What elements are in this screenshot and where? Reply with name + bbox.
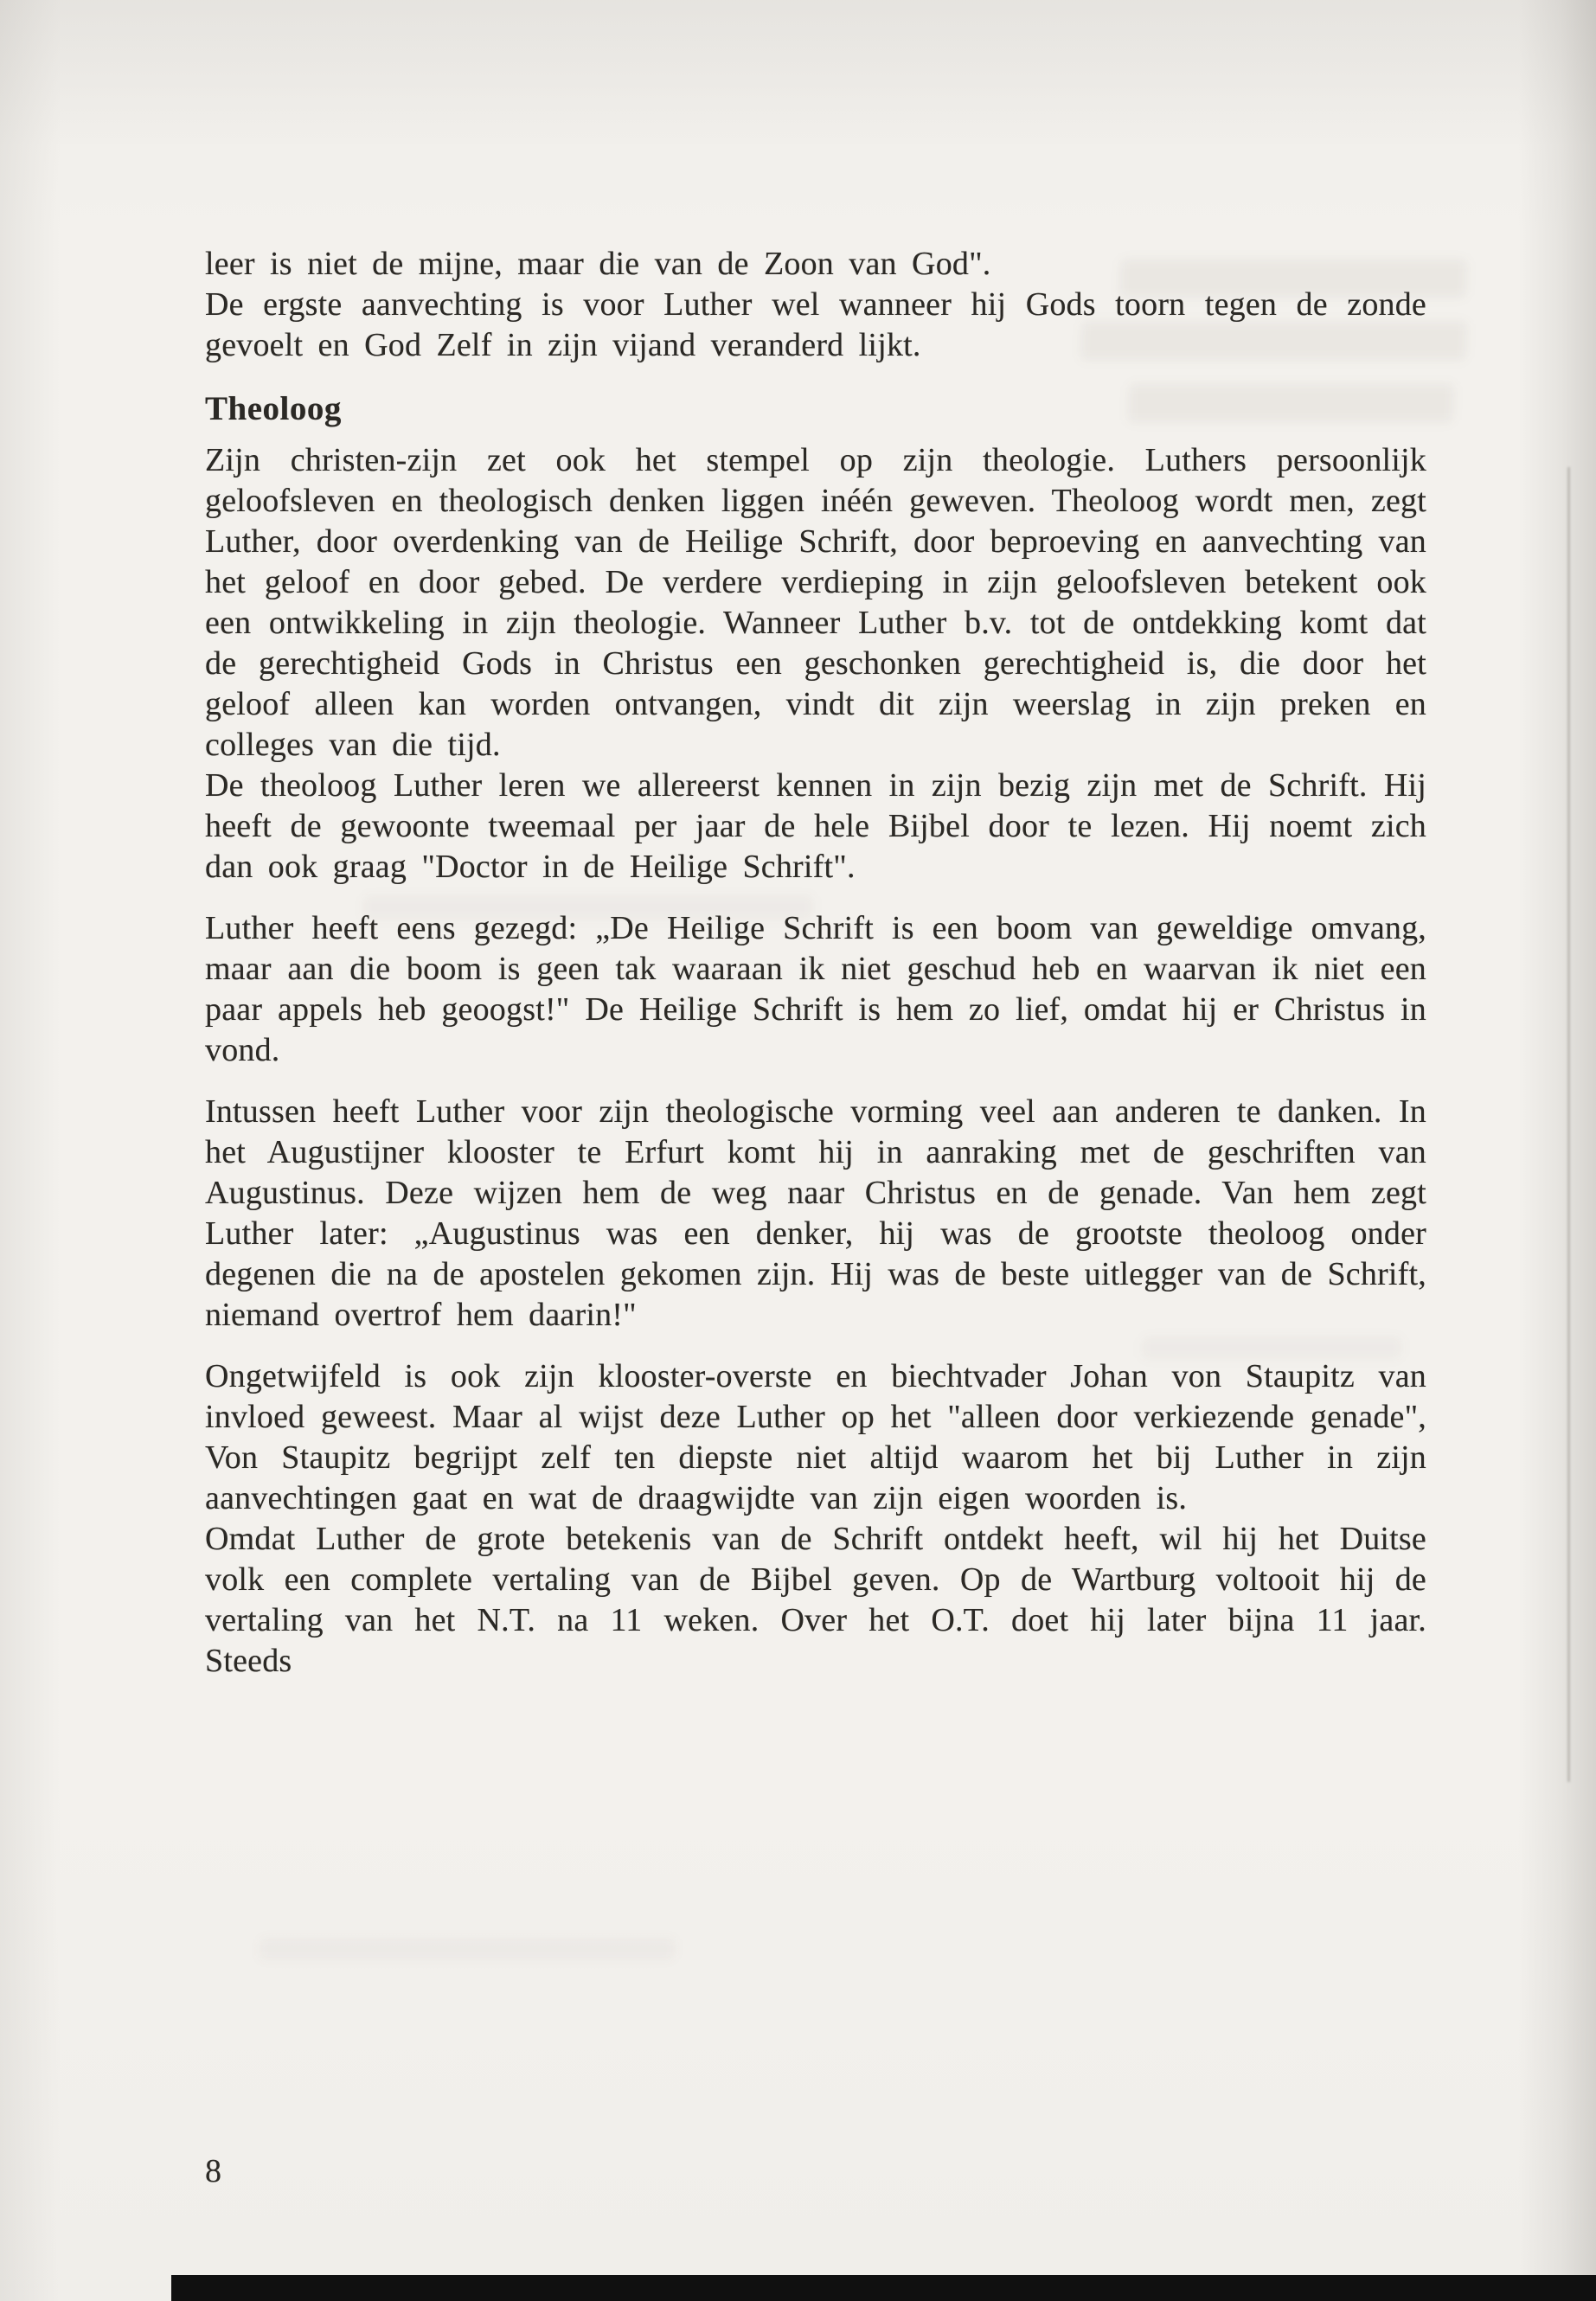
paragraph: De ergste aanvechting is voor Luther wel wanneer hij Gods toorn tegen de zonde gevoelt en God Zelf in zijn vijand veranderd lijkt.	[205, 286, 1426, 363]
page-edge-line	[1567, 467, 1570, 1782]
paragraph: De theoloog Luther leren we allereerst kennen in zijn bezig zijn met de Schrift. Hij heeft de gewoonte tweemaal per jaar de hele Bijbel door te lezen. Hij noemt zich dan ook graag "Doctor in de Heilige Schrift".	[205, 767, 1426, 885]
paragraph-continuation: leer is niet de mijne, maar die van de Zoon van God".	[205, 246, 991, 282]
paragraph: Omdat Luther de grote betekenis van de Schrift ontdekt heeft, wil hij het Duitse volk een complete vertaling van de Bijbel geven. Op de Wartburg voltooit hij de vertaling van het N.T. na 11 weken. Over het O.T. doet hij later bijna 11 jaar. Steeds	[205, 1521, 1426, 1679]
paragraph: Zijn christen-zijn zet ook het stempel op zijn theologie. Luthers persoonlijk geloofsleven en theologisch denken liggen inéén geweven. Theoloog wordt men, zegt Luther, door overdenking van de Heilige Schrift, door beproeving en aanvechting van het geloof en door gebed. De verdere verdieping in zijn geloofsleven betekent ook een ontwikkeling in zijn theologie. Wanneer Luther b.v. tot de ontdekking komt dat de gerechtigheid Gods in Christus een geschonken gerechtigheid is, die door het geloof alleen kan worden ontvangen, vindt dit zijn weerslag in zijn preken en colleges van die tijd.	[205, 442, 1426, 763]
bleedthrough-mark	[260, 1938, 676, 1960]
paragraph: Ongetwijfeld is ook zijn klooster-overste en biechtvader Johan von Staupitz van invloed geweest. Maar al wijst deze Luther op het "alleen door verkiezende genade", Von Staupitz begrijpt zelf ten diepste niet altijd waarom het bij Luther in zijn aanvechtingen gaat en wat de draagwijdte van zijn eigen woorden is.	[205, 1358, 1426, 1516]
spine-shadow	[1518, 0, 1596, 2301]
body-text	[205, 244, 1426, 1682]
paragraph: Intussen heeft Luther voor zijn theologische vorming veel aan anderen te danken. In het Augustijner klooster te Erfurt komt hij in aanraking met de geschriften van Augustinus. Deze wijzen hem de weg naar Christus en de genade. Van hem zegt Luther later: „Augustinus was een denker, hij was de grootste theoloog onder degenen die na de apostelen gekomen zijn. Hij was de beste uitlegger van de Schrift, niemand overtrof hem daarin!"	[205, 1093, 1426, 1333]
bottom-scan-bar	[171, 2275, 1596, 2301]
paragraph: Luther heeft eens gezegd: „De Heilige Schrift is een boom van geweldige omvang, maar aan die boom is geen tak waaraan ik niet geschud heb en waarvan ik niet een paar appels heb geoogst!" De Heilige Schrift is hem zo lief, omdat hij er Christus in vond.	[205, 910, 1426, 1068]
section-heading-theoloog: Theoloog	[205, 390, 342, 427]
page-number: 8	[205, 2153, 221, 2189]
